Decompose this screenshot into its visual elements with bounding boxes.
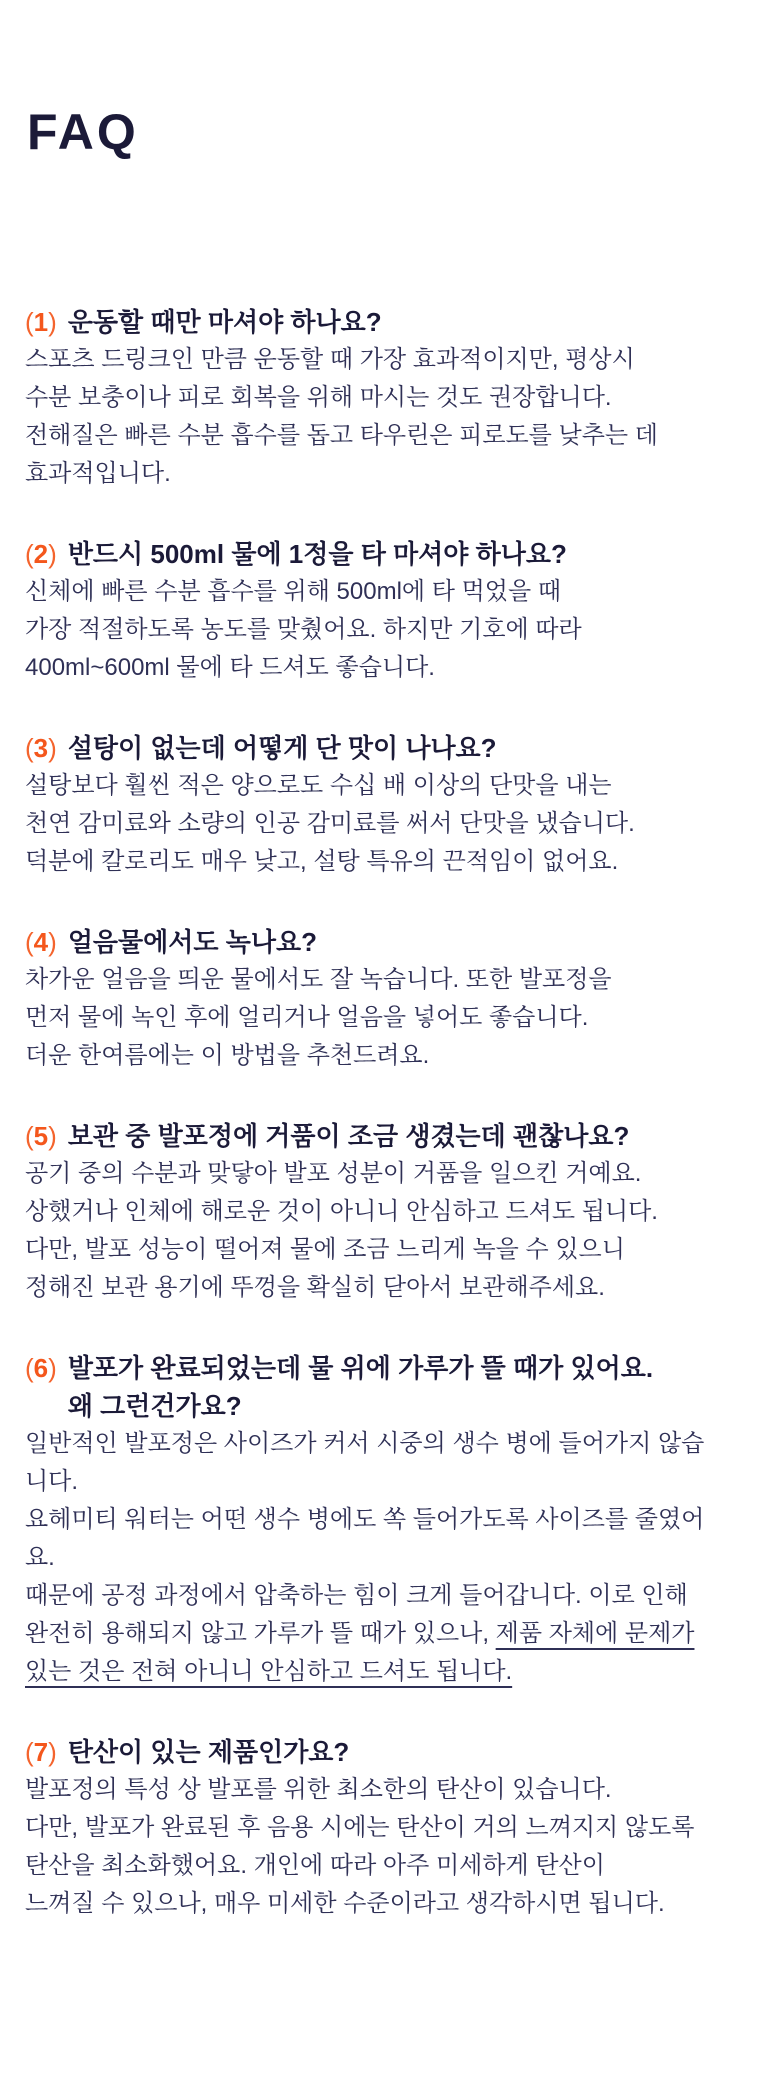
answer-line — [25, 417, 720, 455]
question-text — [68, 535, 567, 573]
question-line: 탄산이 있는 제품인가요? — [67, 1737, 350, 1767]
question-number — [25, 1117, 57, 1155]
question-line: 왜 그런건가요? — [67, 1391, 242, 1421]
question-text — [68, 923, 317, 961]
faq-answer — [25, 573, 720, 687]
answer-line — [25, 1847, 720, 1885]
answer-line — [25, 1425, 720, 1501]
answer-text: 다만, 발포가 완료된 후 음용 시에는 탄산이 거의 느껴지지 않도록 — [25, 1814, 695, 1841]
question-number — [25, 303, 57, 341]
answer-line — [25, 1577, 720, 1615]
faq-answer — [25, 767, 720, 881]
question-number-paren-close: ) — [48, 1353, 57, 1383]
question-number-paren-close: ) — [48, 307, 57, 337]
answer-text: 가장 적절하도록 농도를 맞췄어요. 하지만 기호에 따라 — [25, 616, 582, 643]
answer-line — [25, 573, 720, 611]
question-text — [68, 1733, 350, 1771]
answer-line — [25, 1155, 720, 1193]
answer-text: 400ml~600ml 물에 타 드셔도 좋습니다. — [25, 654, 435, 681]
question-text — [68, 1349, 653, 1425]
answer-text: 완전히 용해되지 않고 가루가 뜰 때가 있으나, — [25, 1620, 496, 1647]
answer-text: 효과적입니다. — [25, 460, 171, 487]
faq-answer — [25, 1771, 720, 1923]
answer-text: 먼저 물에 녹인 후에 얼리거나 얼음을 넣어도 좋습니다. — [25, 1004, 589, 1031]
question-number-digit: 1 — [33, 307, 49, 337]
faq-item — [25, 1733, 720, 1923]
question-number-paren-open: ( — [25, 1121, 34, 1151]
question-text — [68, 1117, 630, 1155]
faq-question — [25, 923, 720, 961]
question-number-paren-open: ( — [25, 1737, 34, 1767]
answer-line — [25, 1809, 720, 1847]
answer-text: 상했거나 인체에 해로운 것이 아니니 안심하고 드셔도 됩니다. — [25, 1198, 658, 1225]
question-text — [68, 303, 382, 341]
faq-item — [25, 303, 720, 493]
faq-answer — [25, 341, 720, 493]
question-text — [68, 729, 497, 767]
faq-item — [25, 1349, 720, 1691]
answer-line — [25, 843, 720, 881]
answer-text: 천연 감미료와 소량의 인공 감미료를 써서 단맛을 냈습니다. — [25, 810, 635, 837]
faq-item — [25, 729, 720, 881]
question-number — [25, 923, 57, 961]
answer-text: 더운 한여름에는 이 방법을 추천드려요. — [25, 1042, 430, 1069]
answer-line — [25, 379, 720, 417]
question-number-digit: 6 — [33, 1353, 49, 1383]
question-number — [25, 1349, 57, 1387]
answer-line — [25, 1193, 720, 1231]
faq-answer — [25, 1425, 720, 1691]
question-number-paren-open: ( — [25, 927, 34, 957]
answer-text: 전해질은 빠른 수분 흡수를 돕고 타우린은 피로도를 낮추는 데 — [25, 422, 658, 449]
faq-answer — [25, 1155, 720, 1307]
faq-question — [25, 1349, 720, 1425]
underlined-text: 제품 자체에 문제가 — [495, 1620, 695, 1647]
answer-line — [25, 1269, 720, 1307]
question-number — [25, 729, 57, 767]
answer-text: 공기 중의 수분과 맞닿아 발포 성분이 거품을 일으킨 거예요. — [25, 1160, 642, 1187]
faq-answer — [25, 961, 720, 1075]
question-number-digit: 3 — [33, 733, 49, 763]
answer-text: 발포정의 특성 상 발포를 위한 최소한의 탄산이 있습니다. — [25, 1776, 612, 1803]
answer-text: 정해진 보관 용기에 뚜껑을 확실히 닫아서 보관해주세요. — [25, 1274, 605, 1301]
answer-text: 느껴질 수 있으나, 매우 미세한 수준이라고 생각하시면 됩니다. — [25, 1890, 665, 1917]
answer-line — [25, 1231, 720, 1269]
page-title: FAQ — [27, 104, 139, 160]
faq-question — [25, 729, 720, 767]
faq-question — [25, 303, 720, 341]
question-line: 반드시 500ml 물에 1정을 타 마셔야 하나요? — [67, 539, 567, 569]
answer-text: 때문에 공정 과정에서 압축하는 힘이 크게 들어갑니다. 이로 인해 — [25, 1582, 688, 1609]
answer-text: 다만, 발포 성능이 떨어져 물에 조금 느리게 녹을 수 있으니 — [25, 1236, 625, 1263]
question-number-digit: 5 — [33, 1121, 49, 1151]
answer-text: 탄산을 최소화했어요. 개인에 따라 아주 미세하게 탄산이 — [25, 1852, 605, 1879]
question-number-paren-open: ( — [25, 733, 34, 763]
faq-item — [25, 1117, 720, 1307]
question-number — [25, 535, 57, 573]
question-line: 발포가 완료되었는데 물 위에 가루가 뜰 때가 있어요. — [67, 1353, 654, 1383]
question-number-paren-close: ) — [48, 733, 57, 763]
answer-text: 차가운 얼음을 띄운 물에서도 잘 녹습니다. 또한 발포정을 — [25, 966, 612, 993]
question-number-paren-close: ) — [48, 1737, 57, 1767]
question-line: 운동할 때만 마셔야 하나요? — [67, 307, 382, 337]
question-number-paren-open: ( — [25, 1353, 34, 1383]
answer-line — [25, 999, 720, 1037]
faq-item — [25, 535, 720, 687]
answer-line — [25, 341, 720, 379]
answer-line — [25, 1037, 720, 1075]
answer-text: 요헤미티 워터는 어떤 생수 병에도 쏙 들어가도록 사이즈를 줄였어요. — [25, 1506, 705, 1571]
faq-list — [25, 303, 720, 1923]
question-number-digit: 7 — [33, 1737, 49, 1767]
answer-text: 신체에 빠른 수분 흡수를 위해 500ml에 타 먹었을 때 — [25, 578, 562, 605]
answer-line — [25, 1885, 720, 1923]
question-number-digit: 4 — [33, 927, 49, 957]
answer-text: 일반적인 발포정은 사이즈가 커서 시중의 생수 병에 들어가지 않습니다. — [25, 1430, 705, 1495]
faq-item — [25, 923, 720, 1075]
answer-text: 설탕보다 훨씬 적은 양으로도 수십 배 이상의 단맛을 내는 — [25, 772, 612, 799]
answer-line — [25, 1653, 720, 1691]
answer-line — [25, 1501, 720, 1577]
faq-question — [25, 535, 720, 573]
question-number-paren-close: ) — [48, 927, 57, 957]
question-number-paren-close: ) — [48, 539, 57, 569]
answer-line — [25, 961, 720, 999]
answer-line — [25, 649, 720, 687]
answer-text: 스포츠 드링크인 만큼 운동할 때 가장 효과적이지만, 평상시 — [25, 346, 635, 373]
question-number-paren-close: ) — [48, 1121, 57, 1151]
faq-question — [25, 1733, 720, 1771]
answer-line — [25, 767, 720, 805]
question-number-paren-open: ( — [25, 307, 34, 337]
question-number — [25, 1733, 57, 1771]
answer-text: 수분 보충이나 피로 회복을 위해 마시는 것도 권장합니다. — [25, 384, 612, 411]
answer-text: 덕분에 칼로리도 매우 낮고, 설탕 특유의 끈적임이 없어요. — [25, 848, 619, 875]
question-number-paren-open: ( — [25, 539, 34, 569]
underlined-text: 있는 것은 전혀 아니니 안심하고 드셔도 됩니다. — [25, 1658, 513, 1685]
question-number-digit: 2 — [33, 539, 49, 569]
question-line: 얼음물에서도 녹나요? — [67, 927, 317, 957]
answer-line — [25, 805, 720, 843]
answer-line — [25, 455, 720, 493]
faq-question — [25, 1117, 720, 1155]
answer-line — [25, 1615, 720, 1653]
answer-line — [25, 611, 720, 649]
question-line: 설탕이 없는데 어떻게 단 맛이 나나요? — [67, 733, 497, 763]
answer-line — [25, 1771, 720, 1809]
question-line: 보관 중 발포정에 거품이 조금 생겼는데 괜찮나요? — [67, 1121, 630, 1151]
